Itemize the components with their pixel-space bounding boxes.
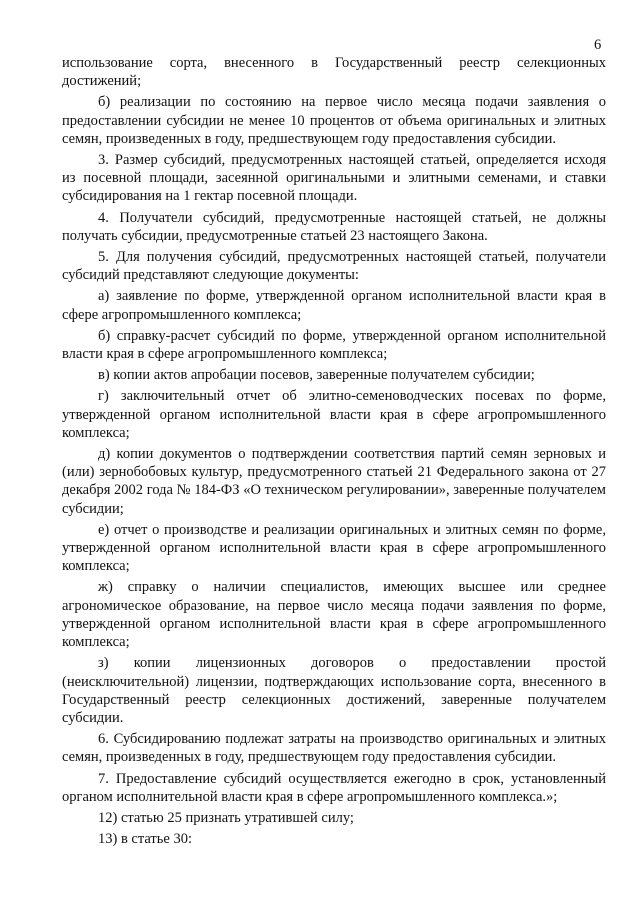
paragraph: е) отчет о производстве и реализации оригинальных и элитных семян по форме, утвержденной органом исполнительной власти края в сфере агропромышленного комплекса; — [62, 521, 606, 575]
paragraph: 12) статью 25 признать утратившей силу; — [98, 809, 354, 826]
paragraph: б) реализации по состоянию на первое число месяца подачи заявления о предоставлении субсидии не менее 10 процентов от объема оригинальных и элитных семян, произведенных в году, предшествующем году предоставления субсидии. — [62, 94, 606, 147]
paragraph: 4. Получатели субсидий, предусмотренные настоящей статьей, не должны получать субсидии, предусмотренные статьей 23 настоящего Закона. — [62, 209, 606, 244]
paragraph: б) справку-расчет субсидий по форме, утвержденной органом исполнительной власти края в сфере агропромышленного комплекса; — [62, 327, 606, 363]
paragraph: в) копии актов апробации посевов, заверенные получателем субсидии; — [98, 367, 535, 384]
paragraph: а) заявление по форме, утвержденной органом исполнительной власти края в сфере агропромышленного комплекса; — [62, 288, 606, 323]
paragraph: использование сорта, внесенного в Государственный реестр селекционных достижений; — [62, 55, 606, 90]
paragraph: 3. Размер субсидий, предусмотренных настоящей статьей, определяется исходя из посевной площади, засеянной оригинальными и элитными семенами, и ставки субсидирования на 1 гектар посевной площади. — [62, 152, 606, 205]
paragraph: 6. Субсидированию подлежат затраты на производство оригинальных и элитных семян, произведенных в году, предшествующем году предоставления субсидии. — [62, 731, 606, 766]
paragraph: з) копии лицензионных договоров о предоставлении простой (неисключительной) лицензии, подтверждающих использование сорта, внесенного в Государственный реестр селекционных достижений, заверенные получателем субсидии. — [62, 655, 606, 726]
paragraph: 7. Предоставление субсидий осуществляется ежегодно в срок, установленный органом исполнительной власти края в сфере агропромышленного комплекса.»; — [62, 770, 606, 805]
paragraph: г) заключительный отчет об элитно-семеноводческих посевах по форме, утвержденной органом исполнительной власти края в сфере агропромышленного комплекса; — [62, 388, 606, 441]
paragraph: 5. Для получения субсидий, предусмотренных настоящей статьей, получатели субсидий представляют следующие документы: — [62, 249, 606, 284]
paragraph: 13) в статье 30: — [98, 831, 192, 848]
page-number: 6 — [594, 37, 602, 53]
paragraph: ж) справку о наличии специалистов, имеющих высшее или среднее агрономическое образование, на первое число месяца подачи заявления по форме, утвержденной органом исполнительной власти края в сфере агропромышленного комплекса; — [62, 579, 606, 651]
document-body — [62, 54, 606, 851]
paragraph: д) копии документов о подтверждении соответствия партий семян зерновых и (или) зернобобовых культур, предусмотренного статьей 21 Федерального закона от 27 декабря 2002 года № 184-ФЗ «О техническом регулировании», заверенные получателем субсидии; — [62, 446, 606, 517]
